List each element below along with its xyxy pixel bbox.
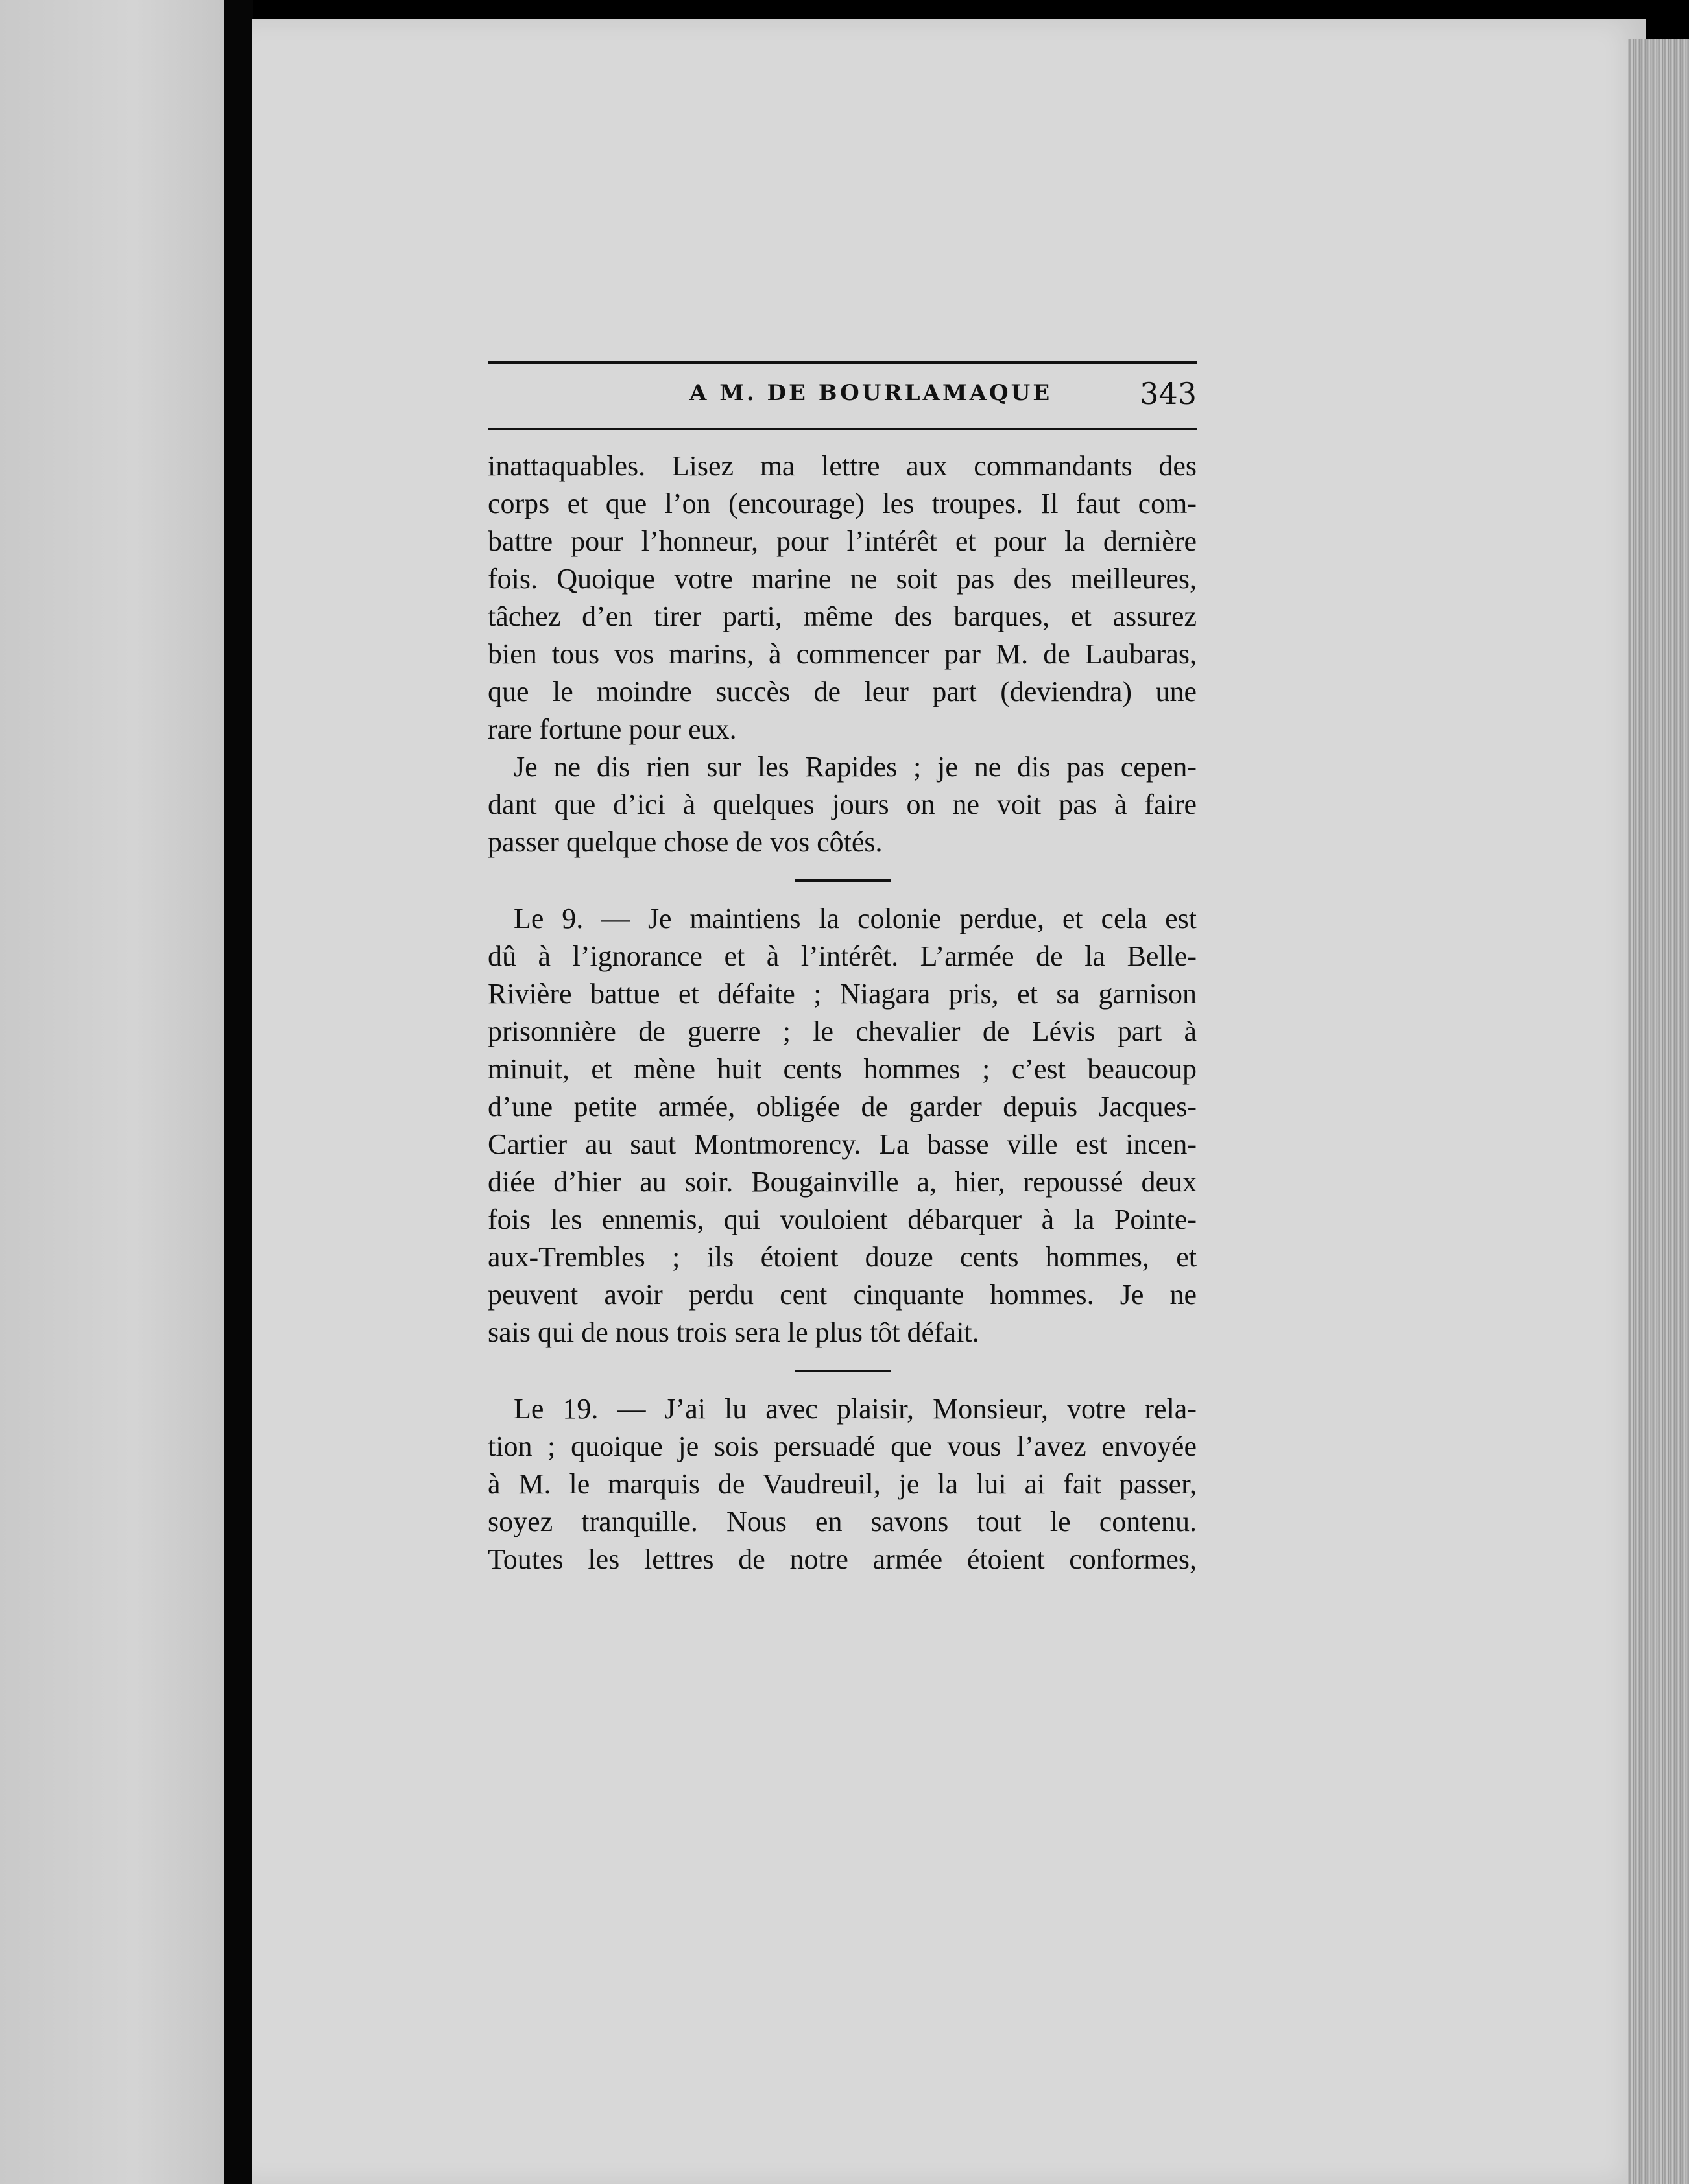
text-line: que le moindre succès de leur part (deviendra) une: [488, 676, 1197, 707]
text-line: aux-Trembles ; ils étoient douze cents hommes, et: [488, 1241, 1197, 1273]
text-line: diée d’hier au soir. Bougainville a, hier, repoussé deux: [488, 1166, 1197, 1198]
text-line: d’une petite armée, obligée de garder depuis Jacques-: [488, 1091, 1197, 1122]
running-title: A M. DE BOURLAMAQUE: [689, 380, 1053, 406]
text-line: tion ; quoique je sois persuadé que vous l’avez envoyée: [488, 1430, 1197, 1462]
text-line: sais qui de nous trois sera le plus tôt défait.: [488, 1316, 979, 1348]
text-line: fois les ennemis, qui vouloient débarquer à la Pointe-: [488, 1204, 1197, 1235]
facing-page-edge: [0, 0, 224, 2184]
text-line: Toutes les lettres de notre armée étoient conformes,: [488, 1543, 1197, 1575]
text-line: Le 9. — Je maintiens la colonie perdue, et cela est: [514, 903, 1197, 934]
text-line: Cartier au saut Montmorency. La basse ville est incen-: [488, 1128, 1197, 1160]
text-line: prisonnière de guerre ; le chevalier de Lévis part à: [488, 1015, 1197, 1047]
page-number: 343: [1140, 376, 1197, 411]
text-line: peuvent avoir perdu cent cinquante hommes. Je ne: [488, 1279, 1197, 1311]
text-line: fois. Quoique votre marine ne soit pas des meilleures,: [488, 563, 1197, 595]
header-rule-bottom: [488, 428, 1197, 430]
text-line: battre pour l’honneur, pour l’intérêt et pour la dernière: [488, 525, 1197, 557]
text-line: dû à l’ignorance et à l’intérêt. L’armée de la Belle-: [488, 940, 1197, 972]
text-line: bien tous vos marins, à commencer par M. de Laubaras,: [488, 638, 1197, 670]
text-line: Le 19. — J’ai lu avec plaisir, Monsieur, votre rela-: [514, 1393, 1197, 1425]
book-gutter: [224, 0, 253, 2184]
text-line: soyez tranquille. Nous en savons tout le contenu.: [488, 1506, 1197, 1537]
header-rule-top: [488, 361, 1197, 364]
body-text: [488, 447, 1197, 1578]
text-line: Je ne dis rien sur les Rapides ; je ne dis pas cepen-: [514, 751, 1197, 783]
text-line: Rivière battue et défaite ; Niagara pris, et sa garnison: [488, 978, 1197, 1010]
text-line: dant que d’ici à quelques jours on ne voit pas à faire: [488, 789, 1197, 820]
text-line: corps et que l’on (encourage) les troupes. Il faut com-: [488, 488, 1197, 519]
text-line: inattaquables. Lisez ma lettre aux commandants des: [488, 450, 1197, 482]
running-head: [488, 376, 1197, 418]
text-line: à M. le marquis de Vaudreuil, je la lui ai fait passer,: [488, 1468, 1197, 1500]
text-line: passer quelque chose de vos côtés.: [488, 826, 883, 858]
text-line: rare fortune pour eux.: [488, 713, 737, 745]
page-edge-stack: [1628, 39, 1689, 2184]
text-line: minuit, et mène huit cents hommes ; c’est beaucoup: [488, 1053, 1197, 1085]
text-line: tâchez d’en tirer parti, même des barques, et assurez: [488, 600, 1197, 632]
